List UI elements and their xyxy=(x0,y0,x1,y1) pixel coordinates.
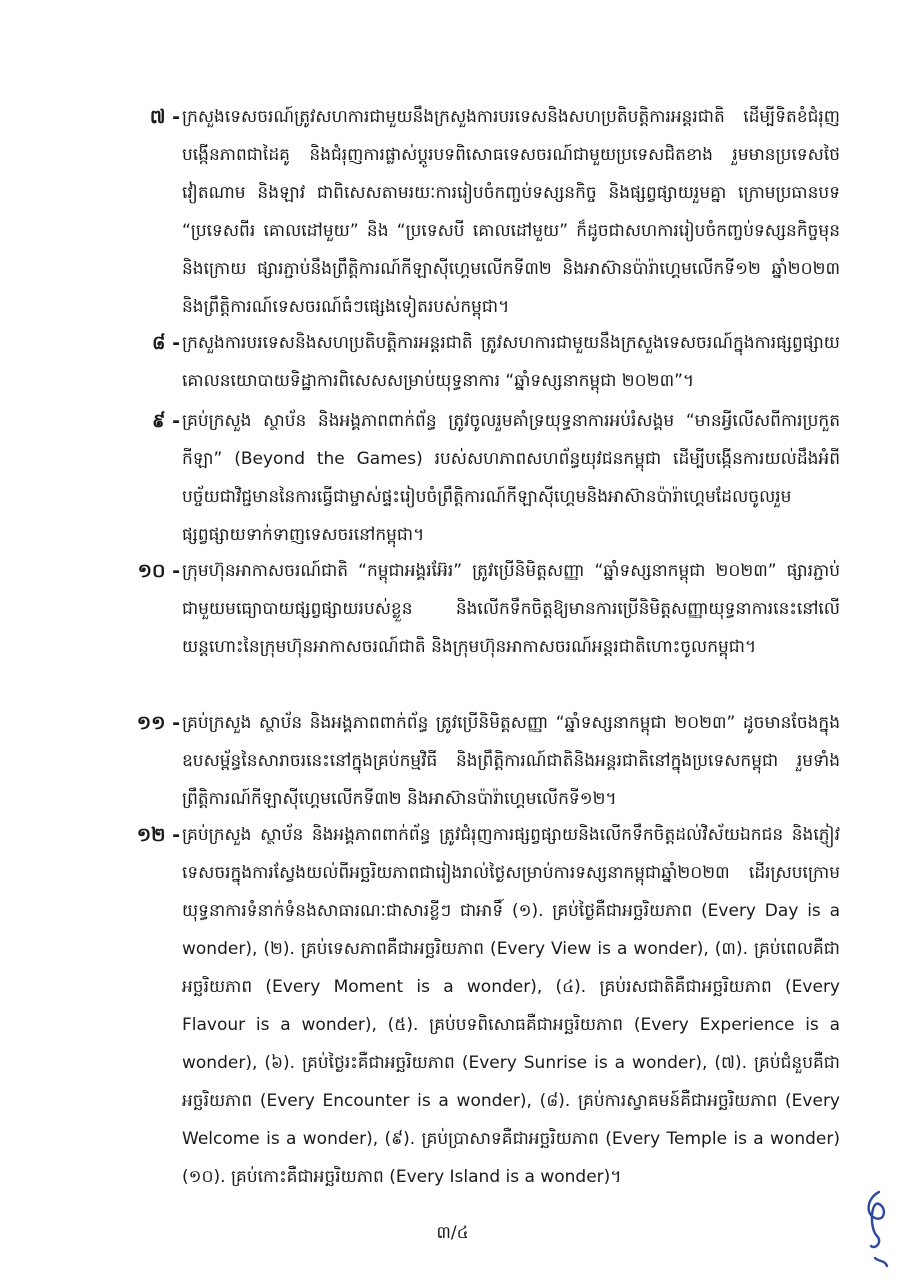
item-text: គ្រប់ក្រសួង ស្ថាប័ន និងអង្គភាពពាក់ព័ន្ធ ត្រូវជំរុញការផ្សព្វផ្សាយនិងលើកទឹកចិត្តដល់វិស័យឯកជន និងភ្ញៀវទេសចរក្នុងការស្វែងយល់ពីអច្ឆរិយភាពជារៀងរាល់ថ្ងៃសម្រាប់ការទស្សនាកម្ពុជាឆ្នាំ២០២៣ ដើរស្របក្រោមយុទ្ធនាការទំនាក់ទំនងសាធារណៈជាសារខ្លីៗ ជាអាទិ៍ (១). គ្រប់ថ្ងៃគឺជាអច្ឆរិយភាព (Every Day is a wonder), (២). គ្រប់ទេសភាពគឺជាអច្ឆរិយភាព (Every View is a wonder), (៣). គ្រប់ពេលគឺជាអច្ឆរិយភាព (Every Moment is a wonder), (៤). គ្រប់រសជាតិគឺជាអច្ឆរិយភាព (Every Flavour is a wonder), (៥). គ្រប់បទពិសោធគឺជាអច្ឆរិយភាព (Every Experience is a wonder), (៦). គ្រប់ថ្ងៃរះគឺជាអច្ឆរិយភាព (Every Sunrise is a wonder), (៧). គ្រប់ជំនួបគឺជាអច្ឆរិយភាព (Every Encounter is a wonder), (៨). គ្រប់ការស្វាគមន៍គឺជាអច្ឆរិយភាព (Every Welcome is a wonder), (៩). គ្រប់ប្រាសាទគឺជាអច្ឆរិយភាព (Every Temple is a wonder) (១០). គ្រប់កោះគឺជាអច្ឆរិយភាព (Every Island is a wonder)។ xyxy=(182,825,840,1187)
item-number: ៩ - xyxy=(152,410,180,432)
item-number: ១១ - xyxy=(136,712,180,734)
item-number: ៨ - xyxy=(152,332,180,354)
page-number: ៣/៤ xyxy=(436,1223,469,1243)
list-item-7 xyxy=(120,98,840,326)
item-text: គ្រប់ក្រសួង ស្ថាប័ន និងអង្គភាពពាក់ព័ន្ធ ត្រូវចូលរួមគាំទ្រយុទ្ធនាការអប់រំសង្គម “មានអ្វីលើសពីការប្រកួតកីឡា” (Beyond the Games) របស់សហភាពសហព័ន្ធយុវជនកម្ពុជា ដើម្បីបង្កើនការយល់ដឹងអំពីបច្ច័យជាវិជ្ជមាននៃការធ្វើជាម្ចាស់ផ្ទះរៀបចំព្រឹត្តិការណ៍កីឡាស៊ីហ្គេមនិងអាស៊ានប៉ារ៉ាហ្គេមដែលចូលរួមផ្សព្វផ្សាយទាក់ទាញទេសចរនៅកម្ពុជា។ xyxy=(182,411,840,545)
list-item-11 xyxy=(120,704,840,818)
list-item-8 xyxy=(120,324,840,400)
item-number: ១០ - xyxy=(137,560,180,582)
item-number: ៧ - xyxy=(149,106,180,128)
list-item-9 xyxy=(120,402,840,554)
list-item-10 xyxy=(120,552,840,666)
item-number: ១២ - xyxy=(136,824,180,846)
list-item-12 xyxy=(120,816,840,1196)
item-text: គ្រប់ក្រសួង ស្ថាប័ន និងអង្គភាពពាក់ព័ន្ធ ត្រូវប្រើនិមិត្តសញ្ញា “ឆ្នាំទស្សនាកម្ពុជា ២០២៣” ដូចមានចែងក្នុងឧបសម្ព័ន្ធនៃសារាចរនេះនៅក្នុងគ្រប់កម្មវិធី និងព្រឹត្តិការណ៍ជាតិនិងអន្តរជាតិនៅក្នុងប្រទេសកម្ពុជា រួមទាំងព្រឹត្តិការណ៍កីឡាស៊ីហ្គេមលើកទី៣២ និងអាស៊ានប៉ារ៉ាហ្គេមលើកទី១២។ xyxy=(182,713,840,809)
item-text: ក្រសួងទេសចរណ៍ត្រូវសហការជាមួយនឹងក្រសួងការបរទេសនិងសហប្រតិបត្តិការអន្តរជាតិ ដើម្បីទិតខំជំរុញបង្កើនភាពជាដៃគូ និងជំរុញការផ្លាស់ប្តូរបទពិសោធទេសចរណ៍ជាមួយប្រទេសជិតខាង រួមមានប្រទេសថៃ វៀតណាម និងឡាវ ជាពិសេសតាមរយៈការរៀបចំកញ្ចប់ទស្សនកិច្ច និងផ្សព្វផ្សាយរួមគ្នា ក្រោមប្រធានបទ “ប្រទេសពីរ គោលដៅមួយ” និង “ប្រទេសបី គោលដៅមួយ” ក៏ដូចជាសហការរៀបចំកញ្ចប់ទស្សនកិច្ចមុននិងក្រោយ ផ្សារភ្ជាប់នឹងព្រឹត្តិការណ៍កីឡាស៊ីហ្គេមលើកទី៣២ និងអាស៊ានប៉ារ៉ាហ្គេមលើកទី១២ ឆ្នាំ២០២៣ និងព្រឹត្តិការណ៍ទេសចរណ៍ធំៗផ្សេងទៀតរបស់កម្ពុជា។ xyxy=(182,107,840,317)
item-text: ក្រសួងការបរទេសនិងសហប្រតិបត្តិការអន្តរជាតិ ត្រូវសហការជាមួយនឹងក្រសួងទេសចរណ៍ក្នុងការផ្សព្វផ្សាយគោលនយោបាយទិដ្ឋាការពិសេសសម្រាប់យុទ្ធនាការ “ឆ្នាំទស្សនាកម្ពុជា ២០២៣”។ xyxy=(182,333,840,391)
item-text: ក្រុមហ៊ុនអាកាសចរណ៍ជាតិ “កម្ពុជាអង្គរអ៊ែរ” ត្រូវប្រើនិមិត្តសញ្ញា “ឆ្នាំទស្សនាកម្ពុជា ២០២៣” ផ្សារភ្ជាប់ជាមួយមធ្យោបាយផ្សព្វផ្សាយរបស់ខ្លួន និងលើកទឹកចិត្តឱ្យមានការប្រើនិមិត្តសញ្ញាយុទ្ធនាការនេះនៅលើយន្តហោះនៃក្រុមហ៊ុនអាកាសចរណ៍ជាតិ និងក្រុមហ៊ុនអាកាសចរណ៍អន្តរជាតិហោះចូលកម្ពុជា។ xyxy=(182,561,840,657)
signature-initial xyxy=(857,1184,897,1274)
